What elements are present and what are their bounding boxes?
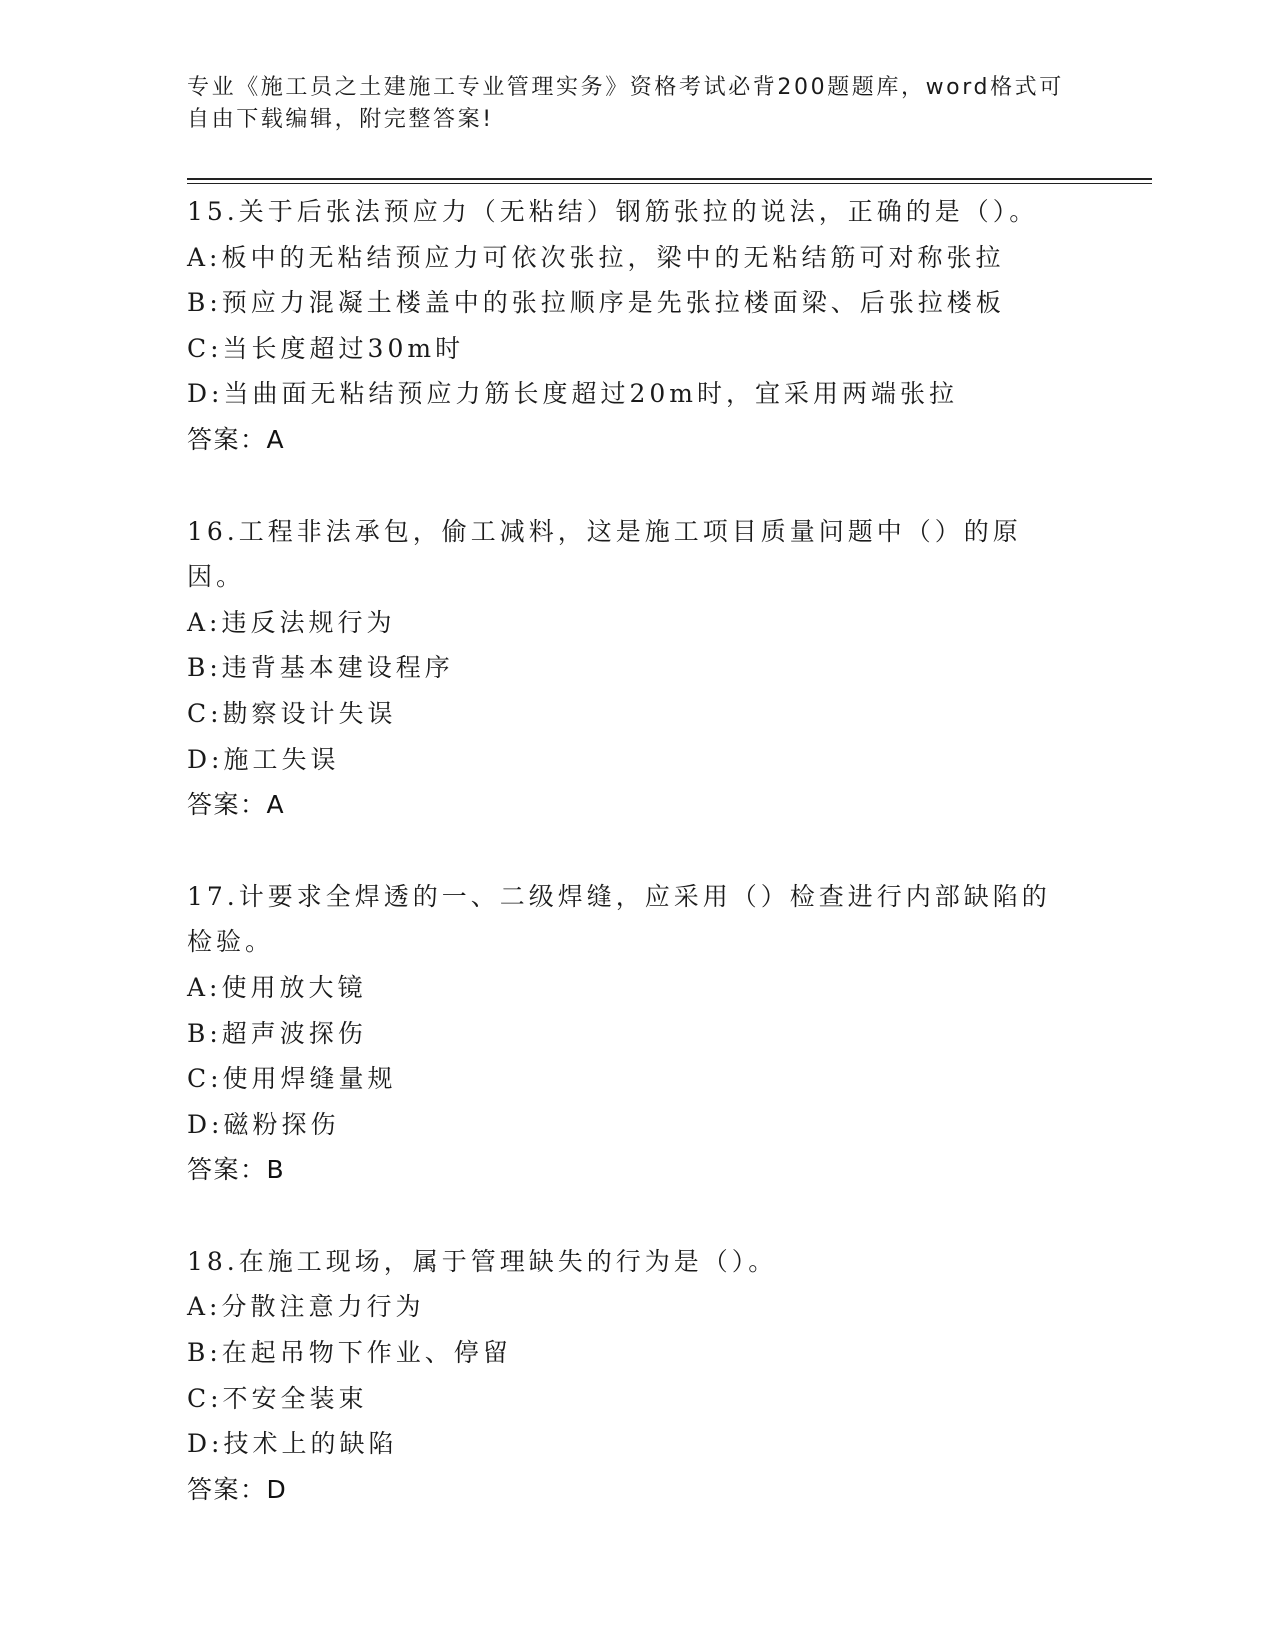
question-list xyxy=(187,189,1152,1512)
option-a: A:使用放大镜 xyxy=(187,972,367,1002)
option-b: B:预应力混凝土楼盖中的张拉顺序是先张拉楼面梁、后张拉楼板 xyxy=(187,288,1005,318)
question-stem: 17.计要求全焊透的一、二级焊缝，应采用（）检查进行内部缺陷的检验。 xyxy=(187,881,1051,957)
question-item xyxy=(187,1239,1152,1513)
header-rule-thick xyxy=(187,178,1152,180)
option-d: D:当曲面无粘结预应力筋长度超过20m时，宜采用两端张拉 xyxy=(187,379,958,409)
answer-line: 答案：A xyxy=(187,790,286,820)
question-item xyxy=(187,189,1152,463)
option-b: B:违背基本建设程序 xyxy=(187,653,454,683)
option-d: D:施工失误 xyxy=(187,744,340,774)
document-title: 专业《施工员之土建施工专业管理实务》资格考试必背200题题库，word格式可自由下载编辑，附完整答案! xyxy=(187,75,1064,132)
option-c: C:不安全装束 xyxy=(187,1383,368,1413)
document-page xyxy=(187,0,1152,1650)
answer-line: 答案：B xyxy=(187,1155,286,1185)
question-stem: 18.在施工现场，属于管理缺失的行为是（）。 xyxy=(187,1246,778,1276)
option-c: C:当长度超过30m时 xyxy=(187,333,465,363)
option-a: A:违反法规行为 xyxy=(187,607,396,637)
option-b: B:在起吊物下作业、停留 xyxy=(187,1338,512,1368)
answer-line: 答案：A xyxy=(187,424,286,454)
answer-line: 答案：D xyxy=(187,1474,288,1504)
option-c: C:使用焊缝量规 xyxy=(187,1064,397,1094)
question-item xyxy=(187,509,1152,828)
question-stem: 16.工程非法承包，偷工减料，这是施工项目质量问题中（）的原因。 xyxy=(187,516,1022,592)
option-b: B:超声波探伤 xyxy=(187,1018,367,1048)
option-c: C:勘察设计失误 xyxy=(187,698,397,728)
option-a: A:板中的无粘结预应力可依次张拉，梁中的无粘结筋可对称张拉 xyxy=(187,242,1005,272)
option-d: D:技术上的缺陷 xyxy=(187,1429,398,1459)
question-stem: 15.关于后张法预应力（无粘结）钢筋张拉的说法，正确的是（）。 xyxy=(187,197,1039,226)
option-d: D:磁粉探伤 xyxy=(187,1109,340,1139)
question-item xyxy=(187,874,1152,1193)
header-rule-thin xyxy=(187,183,1152,184)
option-a: A:分散注意力行为 xyxy=(187,1292,425,1322)
